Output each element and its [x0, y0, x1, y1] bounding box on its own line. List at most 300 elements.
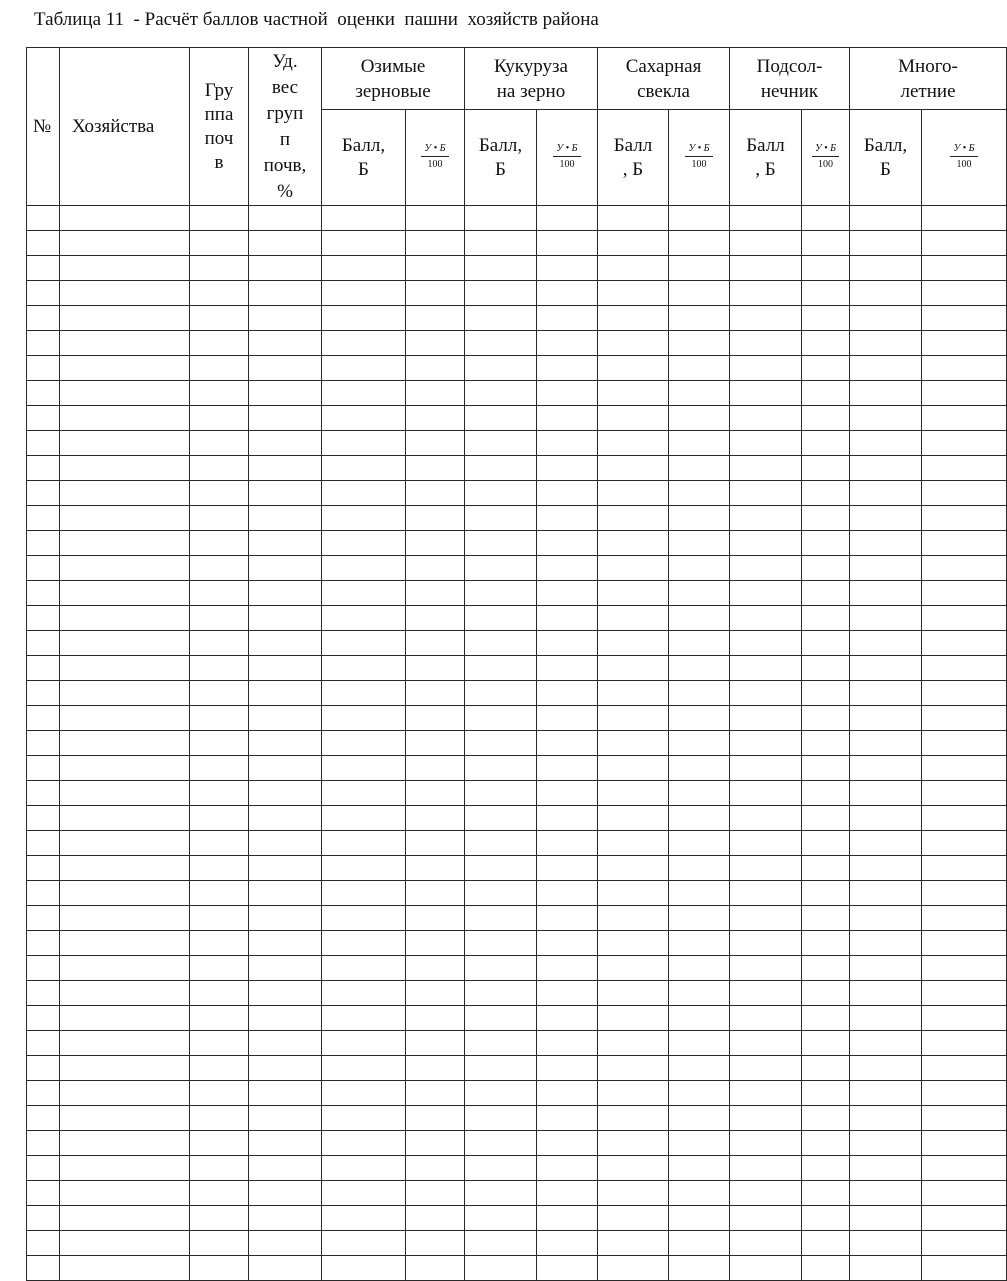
- table-cell[interactable]: [730, 356, 802, 381]
- table-cell[interactable]: [249, 506, 322, 531]
- table-cell[interactable]: [249, 856, 322, 881]
- table-cell[interactable]: [802, 856, 850, 881]
- table-cell[interactable]: [802, 1181, 850, 1206]
- table-cell[interactable]: [850, 881, 922, 906]
- table-cell[interactable]: [730, 856, 802, 881]
- table-cell[interactable]: [802, 881, 850, 906]
- table-cell[interactable]: [598, 781, 669, 806]
- table-cell[interactable]: [537, 906, 598, 931]
- table-cell[interactable]: [465, 756, 537, 781]
- table-cell[interactable]: [465, 356, 537, 381]
- table-cell[interactable]: [27, 431, 60, 456]
- table-cell[interactable]: [537, 656, 598, 681]
- table-cell[interactable]: [730, 956, 802, 981]
- table-cell[interactable]: [249, 706, 322, 731]
- table-cell[interactable]: [922, 406, 1007, 431]
- table-cell[interactable]: [27, 856, 60, 881]
- table-cell[interactable]: [465, 806, 537, 831]
- table-cell[interactable]: [406, 1206, 465, 1231]
- table-cell[interactable]: [465, 381, 537, 406]
- table-cell[interactable]: [322, 631, 406, 656]
- table-cell[interactable]: [60, 981, 190, 1006]
- table-cell[interactable]: [922, 1256, 1007, 1281]
- table-cell[interactable]: [190, 456, 249, 481]
- table-cell[interactable]: [669, 856, 730, 881]
- table-cell[interactable]: [249, 581, 322, 606]
- table-cell[interactable]: [60, 356, 190, 381]
- table-cell[interactable]: [322, 506, 406, 531]
- table-cell[interactable]: [922, 1231, 1007, 1256]
- table-cell[interactable]: [465, 331, 537, 356]
- table-cell[interactable]: [537, 256, 598, 281]
- table-cell[interactable]: [60, 406, 190, 431]
- table-cell[interactable]: [850, 431, 922, 456]
- table-cell[interactable]: [27, 606, 60, 631]
- table-cell[interactable]: [598, 531, 669, 556]
- table-cell[interactable]: [322, 956, 406, 981]
- table-cell[interactable]: [27, 481, 60, 506]
- table-cell[interactable]: [249, 956, 322, 981]
- table-cell[interactable]: [465, 531, 537, 556]
- table-cell[interactable]: [598, 1131, 669, 1156]
- table-cell[interactable]: [60, 281, 190, 306]
- table-cell[interactable]: [669, 581, 730, 606]
- table-cell[interactable]: [730, 1156, 802, 1181]
- table-cell[interactable]: [60, 1231, 190, 1256]
- table-cell[interactable]: [406, 1156, 465, 1181]
- table-cell[interactable]: [465, 781, 537, 806]
- table-cell[interactable]: [60, 881, 190, 906]
- table-cell[interactable]: [249, 606, 322, 631]
- table-cell[interactable]: [27, 731, 60, 756]
- table-cell[interactable]: [60, 231, 190, 256]
- table-cell[interactable]: [730, 231, 802, 256]
- table-cell[interactable]: [850, 1006, 922, 1031]
- table-cell[interactable]: [537, 731, 598, 756]
- table-cell[interactable]: [60, 1106, 190, 1131]
- table-cell[interactable]: [802, 431, 850, 456]
- table-cell[interactable]: [465, 1106, 537, 1131]
- table-cell[interactable]: [190, 706, 249, 731]
- table-cell[interactable]: [322, 981, 406, 1006]
- table-cell[interactable]: [922, 581, 1007, 606]
- table-cell[interactable]: [850, 356, 922, 381]
- table-cell[interactable]: [537, 1156, 598, 1181]
- table-cell[interactable]: [922, 556, 1007, 581]
- table-cell[interactable]: [730, 656, 802, 681]
- table-cell[interactable]: [730, 331, 802, 356]
- table-cell[interactable]: [465, 906, 537, 931]
- table-cell[interactable]: [60, 1256, 190, 1281]
- table-cell[interactable]: [850, 381, 922, 406]
- table-cell[interactable]: [27, 1081, 60, 1106]
- table-cell[interactable]: [669, 281, 730, 306]
- table-cell[interactable]: [406, 356, 465, 381]
- table-cell[interactable]: [537, 456, 598, 481]
- table-cell[interactable]: [322, 1231, 406, 1256]
- table-cell[interactable]: [190, 506, 249, 531]
- table-cell[interactable]: [922, 1156, 1007, 1181]
- table-cell[interactable]: [465, 1181, 537, 1206]
- table-cell[interactable]: [922, 481, 1007, 506]
- table-cell[interactable]: [406, 1006, 465, 1031]
- table-cell[interactable]: [60, 856, 190, 881]
- table-cell[interactable]: [465, 731, 537, 756]
- table-cell[interactable]: [669, 606, 730, 631]
- table-cell[interactable]: [249, 981, 322, 1006]
- table-cell[interactable]: [802, 556, 850, 581]
- table-cell[interactable]: [922, 331, 1007, 356]
- table-cell[interactable]: [60, 206, 190, 231]
- table-cell[interactable]: [537, 881, 598, 906]
- table-cell[interactable]: [406, 1081, 465, 1106]
- table-cell[interactable]: [730, 506, 802, 531]
- table-cell[interactable]: [850, 331, 922, 356]
- table-cell[interactable]: [850, 931, 922, 956]
- table-cell[interactable]: [60, 306, 190, 331]
- table-cell[interactable]: [537, 806, 598, 831]
- table-cell[interactable]: [465, 881, 537, 906]
- table-cell[interactable]: [598, 1156, 669, 1181]
- table-cell[interactable]: [850, 581, 922, 606]
- table-cell[interactable]: [922, 981, 1007, 1006]
- table-cell[interactable]: [922, 1006, 1007, 1031]
- table-cell[interactable]: [669, 1256, 730, 1281]
- table-cell[interactable]: [190, 256, 249, 281]
- table-cell[interactable]: [669, 506, 730, 531]
- table-cell[interactable]: [322, 1181, 406, 1206]
- table-cell[interactable]: [598, 631, 669, 656]
- table-cell[interactable]: [730, 1056, 802, 1081]
- table-cell[interactable]: [190, 756, 249, 781]
- table-cell[interactable]: [850, 706, 922, 731]
- table-cell[interactable]: [27, 206, 60, 231]
- table-cell[interactable]: [922, 1106, 1007, 1131]
- table-cell[interactable]: [322, 606, 406, 631]
- table-cell[interactable]: [802, 956, 850, 981]
- table-cell[interactable]: [850, 231, 922, 256]
- table-cell[interactable]: [850, 806, 922, 831]
- table-cell[interactable]: [598, 931, 669, 956]
- table-cell[interactable]: [669, 1181, 730, 1206]
- table-cell[interactable]: [322, 806, 406, 831]
- table-cell[interactable]: [406, 506, 465, 531]
- table-cell[interactable]: [249, 481, 322, 506]
- table-cell[interactable]: [850, 731, 922, 756]
- table-cell[interactable]: [598, 681, 669, 706]
- table-cell[interactable]: [802, 406, 850, 431]
- table-cell[interactable]: [598, 731, 669, 756]
- table-cell[interactable]: [922, 806, 1007, 831]
- table-cell[interactable]: [537, 606, 598, 631]
- table-cell[interactable]: [322, 556, 406, 581]
- table-cell[interactable]: [249, 1131, 322, 1156]
- table-cell[interactable]: [249, 1231, 322, 1256]
- table-cell[interactable]: [669, 331, 730, 356]
- table-cell[interactable]: [465, 281, 537, 306]
- table-cell[interactable]: [322, 731, 406, 756]
- table-cell[interactable]: [537, 581, 598, 606]
- table-cell[interactable]: [190, 406, 249, 431]
- table-cell[interactable]: [60, 1181, 190, 1206]
- table-cell[interactable]: [60, 256, 190, 281]
- table-cell[interactable]: [598, 506, 669, 531]
- table-cell[interactable]: [922, 506, 1007, 531]
- table-cell[interactable]: [190, 806, 249, 831]
- table-cell[interactable]: [27, 281, 60, 306]
- table-cell[interactable]: [537, 1131, 598, 1156]
- table-cell[interactable]: [27, 981, 60, 1006]
- table-cell[interactable]: [669, 1131, 730, 1156]
- table-cell[interactable]: [850, 681, 922, 706]
- table-cell[interactable]: [730, 281, 802, 306]
- table-cell[interactable]: [406, 556, 465, 581]
- table-cell[interactable]: [190, 331, 249, 356]
- table-cell[interactable]: [249, 1156, 322, 1181]
- table-cell[interactable]: [537, 1081, 598, 1106]
- table-cell[interactable]: [406, 906, 465, 931]
- table-cell[interactable]: [322, 231, 406, 256]
- table-cell[interactable]: [537, 1106, 598, 1131]
- table-cell[interactable]: [598, 906, 669, 931]
- table-cell[interactable]: [190, 206, 249, 231]
- table-cell[interactable]: [537, 331, 598, 356]
- table-cell[interactable]: [537, 1206, 598, 1231]
- table-cell[interactable]: [249, 256, 322, 281]
- table-cell[interactable]: [465, 1231, 537, 1256]
- table-cell[interactable]: [537, 706, 598, 731]
- table-cell[interactable]: [406, 856, 465, 881]
- table-cell[interactable]: [60, 1156, 190, 1181]
- table-cell[interactable]: [537, 306, 598, 331]
- table-cell[interactable]: [406, 681, 465, 706]
- table-cell[interactable]: [27, 756, 60, 781]
- table-cell[interactable]: [850, 206, 922, 231]
- table-cell[interactable]: [802, 706, 850, 731]
- table-cell[interactable]: [669, 831, 730, 856]
- table-cell[interactable]: [27, 1231, 60, 1256]
- table-cell[interactable]: [406, 931, 465, 956]
- table-cell[interactable]: [802, 356, 850, 381]
- table-cell[interactable]: [669, 1231, 730, 1256]
- table-cell[interactable]: [190, 856, 249, 881]
- table-cell[interactable]: [465, 681, 537, 706]
- table-cell[interactable]: [922, 531, 1007, 556]
- table-cell[interactable]: [730, 1131, 802, 1156]
- table-cell[interactable]: [850, 1056, 922, 1081]
- table-cell[interactable]: [730, 681, 802, 706]
- table-cell[interactable]: [598, 256, 669, 281]
- table-cell[interactable]: [27, 1181, 60, 1206]
- table-cell[interactable]: [802, 381, 850, 406]
- table-cell[interactable]: [27, 331, 60, 356]
- table-cell[interactable]: [802, 756, 850, 781]
- table-cell[interactable]: [465, 606, 537, 631]
- table-cell[interactable]: [249, 756, 322, 781]
- table-cell[interactable]: [27, 556, 60, 581]
- table-cell[interactable]: [190, 1206, 249, 1231]
- table-cell[interactable]: [27, 1156, 60, 1181]
- table-cell[interactable]: [730, 256, 802, 281]
- table-cell[interactable]: [406, 1231, 465, 1256]
- table-cell[interactable]: [60, 781, 190, 806]
- table-cell[interactable]: [465, 706, 537, 731]
- table-cell[interactable]: [406, 806, 465, 831]
- table-cell[interactable]: [598, 806, 669, 831]
- table-cell[interactable]: [465, 481, 537, 506]
- table-cell[interactable]: [322, 1256, 406, 1281]
- table-cell[interactable]: [922, 1031, 1007, 1056]
- table-cell[interactable]: [730, 781, 802, 806]
- table-cell[interactable]: [60, 431, 190, 456]
- table-cell[interactable]: [922, 606, 1007, 631]
- table-cell[interactable]: [598, 431, 669, 456]
- table-cell[interactable]: [802, 256, 850, 281]
- table-cell[interactable]: [537, 1231, 598, 1256]
- table-cell[interactable]: [598, 956, 669, 981]
- table-cell[interactable]: [730, 731, 802, 756]
- table-cell[interactable]: [322, 481, 406, 506]
- table-cell[interactable]: [190, 356, 249, 381]
- table-cell[interactable]: [537, 981, 598, 1006]
- table-cell[interactable]: [406, 606, 465, 631]
- table-cell[interactable]: [730, 756, 802, 781]
- table-cell[interactable]: [598, 756, 669, 781]
- table-cell[interactable]: [850, 556, 922, 581]
- table-cell[interactable]: [598, 281, 669, 306]
- table-cell[interactable]: [322, 931, 406, 956]
- table-cell[interactable]: [249, 431, 322, 456]
- table-cell[interactable]: [669, 531, 730, 556]
- table-cell[interactable]: [669, 1156, 730, 1181]
- table-cell[interactable]: [249, 631, 322, 656]
- table-cell[interactable]: [598, 1206, 669, 1231]
- table-cell[interactable]: [465, 931, 537, 956]
- table-cell[interactable]: [669, 481, 730, 506]
- table-cell[interactable]: [60, 331, 190, 356]
- table-cell[interactable]: [598, 1231, 669, 1256]
- table-cell[interactable]: [249, 456, 322, 481]
- table-cell[interactable]: [730, 806, 802, 831]
- table-cell[interactable]: [249, 881, 322, 906]
- table-cell[interactable]: [802, 781, 850, 806]
- table-cell[interactable]: [60, 481, 190, 506]
- table-cell[interactable]: [922, 281, 1007, 306]
- table-cell[interactable]: [27, 506, 60, 531]
- table-cell[interactable]: [406, 456, 465, 481]
- table-cell[interactable]: [669, 706, 730, 731]
- table-cell[interactable]: [730, 1106, 802, 1131]
- table-cell[interactable]: [27, 831, 60, 856]
- table-cell[interactable]: [60, 456, 190, 481]
- table-cell[interactable]: [249, 531, 322, 556]
- table-cell[interactable]: [802, 481, 850, 506]
- table-cell[interactable]: [27, 1256, 60, 1281]
- table-cell[interactable]: [802, 606, 850, 631]
- table-cell[interactable]: [465, 1056, 537, 1081]
- table-cell[interactable]: [406, 431, 465, 456]
- table-cell[interactable]: [850, 781, 922, 806]
- table-cell[interactable]: [537, 931, 598, 956]
- table-cell[interactable]: [850, 756, 922, 781]
- table-cell[interactable]: [537, 556, 598, 581]
- table-cell[interactable]: [27, 1056, 60, 1081]
- table-cell[interactable]: [598, 481, 669, 506]
- table-cell[interactable]: [730, 931, 802, 956]
- table-cell[interactable]: [730, 831, 802, 856]
- table-cell[interactable]: [730, 406, 802, 431]
- table-cell[interactable]: [850, 1231, 922, 1256]
- table-cell[interactable]: [802, 656, 850, 681]
- table-cell[interactable]: [598, 1256, 669, 1281]
- table-cell[interactable]: [802, 206, 850, 231]
- table-cell[interactable]: [465, 656, 537, 681]
- table-cell[interactable]: [406, 1106, 465, 1131]
- table-cell[interactable]: [190, 431, 249, 456]
- table-cell[interactable]: [465, 856, 537, 881]
- table-cell[interactable]: [598, 1056, 669, 1081]
- table-cell[interactable]: [60, 1006, 190, 1031]
- table-cell[interactable]: [249, 556, 322, 581]
- table-cell[interactable]: [850, 1081, 922, 1106]
- table-cell[interactable]: [27, 931, 60, 956]
- table-cell[interactable]: [802, 1231, 850, 1256]
- table-cell[interactable]: [802, 731, 850, 756]
- table-cell[interactable]: [406, 1181, 465, 1206]
- table-cell[interactable]: [730, 706, 802, 731]
- table-cell[interactable]: [465, 506, 537, 531]
- table-cell[interactable]: [922, 1056, 1007, 1081]
- table-cell[interactable]: [537, 231, 598, 256]
- table-cell[interactable]: [922, 1181, 1007, 1206]
- table-cell[interactable]: [730, 606, 802, 631]
- table-cell[interactable]: [249, 781, 322, 806]
- table-cell[interactable]: [537, 406, 598, 431]
- table-cell[interactable]: [537, 206, 598, 231]
- table-cell[interactable]: [669, 206, 730, 231]
- table-cell[interactable]: [537, 506, 598, 531]
- table-cell[interactable]: [730, 1231, 802, 1256]
- table-cell[interactable]: [406, 981, 465, 1006]
- table-cell[interactable]: [537, 1006, 598, 1031]
- table-cell[interactable]: [598, 381, 669, 406]
- table-cell[interactable]: [669, 756, 730, 781]
- table-cell[interactable]: [850, 1106, 922, 1131]
- table-cell[interactable]: [598, 306, 669, 331]
- table-cell[interactable]: [598, 556, 669, 581]
- table-cell[interactable]: [190, 606, 249, 631]
- table-cell[interactable]: [802, 1106, 850, 1131]
- table-cell[interactable]: [850, 406, 922, 431]
- table-cell[interactable]: [60, 806, 190, 831]
- table-cell[interactable]: [60, 1056, 190, 1081]
- table-cell[interactable]: [465, 831, 537, 856]
- table-cell[interactable]: [730, 1081, 802, 1106]
- table-cell[interactable]: [669, 431, 730, 456]
- table-cell[interactable]: [598, 406, 669, 431]
- table-cell[interactable]: [27, 456, 60, 481]
- table-cell[interactable]: [802, 931, 850, 956]
- table-cell[interactable]: [730, 881, 802, 906]
- table-cell[interactable]: [802, 456, 850, 481]
- table-cell[interactable]: [190, 781, 249, 806]
- table-cell[interactable]: [190, 1131, 249, 1156]
- table-cell[interactable]: [322, 306, 406, 331]
- table-cell[interactable]: [598, 1081, 669, 1106]
- table-cell[interactable]: [27, 531, 60, 556]
- table-cell[interactable]: [190, 956, 249, 981]
- table-cell[interactable]: [850, 456, 922, 481]
